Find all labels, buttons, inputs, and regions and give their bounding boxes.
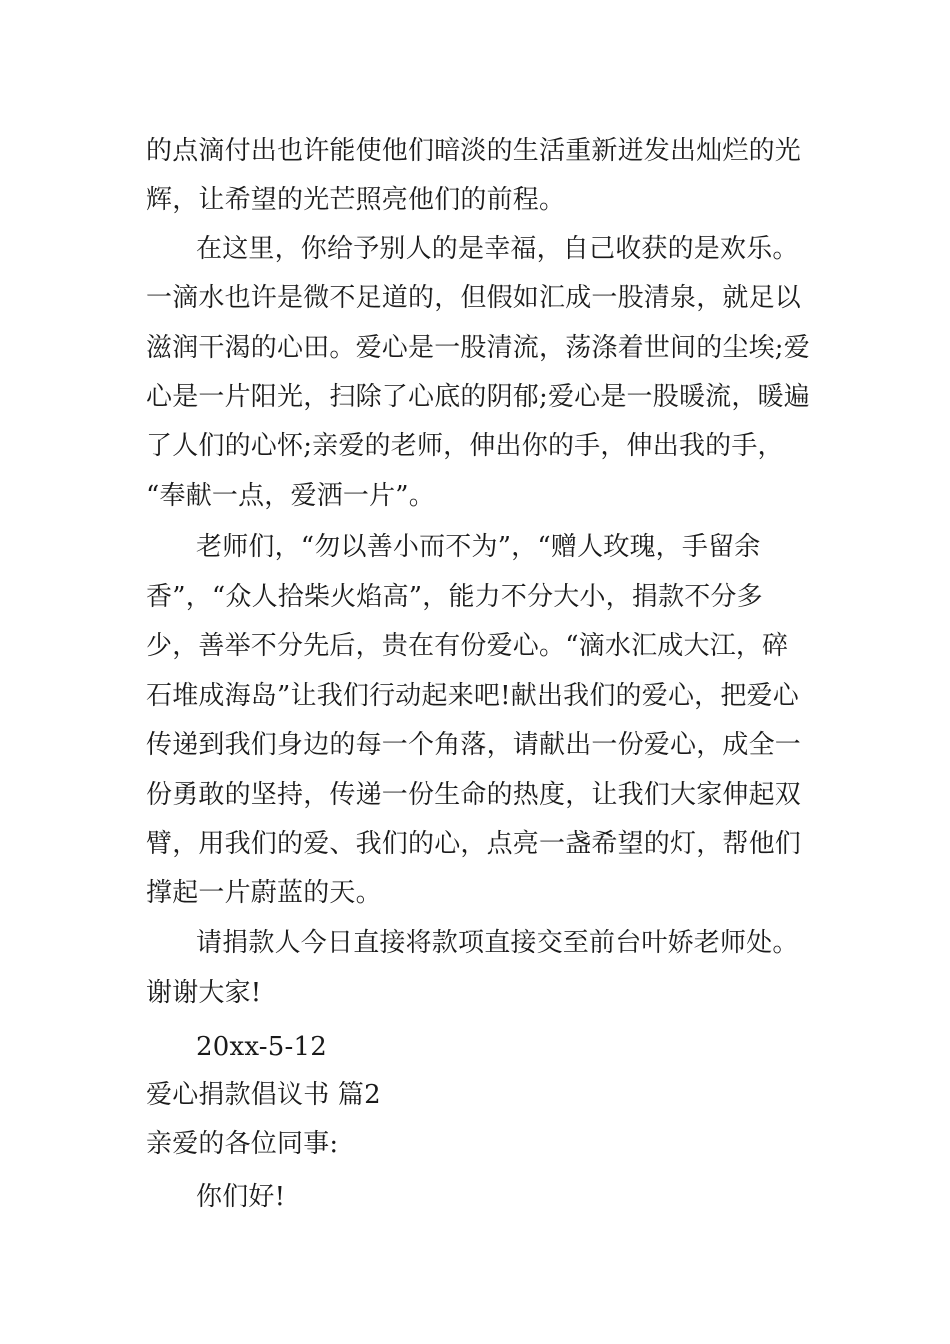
text-line: 少，善举不分先后，贵在有份爱心。“滴水汇成大江，碎 [146,631,789,661]
text-line: 的点滴付出也许能使他们暗淡的生活重新迸发出灿烂的光 [146,136,802,166]
text-line: “奉献一点，爱洒一片”。 [146,481,435,511]
text-line: 传递到我们身边的每一个角落，请献出一份爱心，成全一 [146,730,802,760]
text-line: 香”，“众人拾柴火焰高”，能力不分大小，捐款不分多 [146,582,763,612]
text-line: 辉，让希望的光芒照亮他们的前程。 [146,185,566,215]
section-heading: 爱心捐款倡议书 篇2 [146,1080,381,1110]
text-line: 份勇敢的坚持，传递一份生命的热度，让我们大家伸起双 [146,780,802,810]
text-line: 滋润干渴的心田。爱心是一股清流，荡涤着世间的尘埃;爱 [146,333,810,363]
date-line: 20xx-5-12 [196,1032,327,1062]
paragraph-first-line: 老师们，“勿以善小而不为”，“赠人玫瑰，手留余 [196,532,761,562]
text-line: 石堆成海岛”让我们行动起来吧!献出我们的爱心，把爱心 [146,681,799,711]
greeting: 你们好! [196,1182,286,1212]
closing-thanks: 谢谢大家! [146,978,262,1008]
salutation: 亲爱的各位同事: [146,1129,339,1159]
text-line: 心是一片阳光，扫除了心底的阴郁;爱心是一股暖流，暖遍 [146,382,810,412]
text-line: 撑起一片蔚蓝的天。 [146,878,382,908]
text-line: 臂，用我们的爱、我们的心，点亮一盏希望的灯，帮他们 [146,829,802,859]
paragraph-first-line: 在这里，你给予别人的是幸福，自己收获的是欢乐。 [196,234,799,264]
paragraph-first-line: 请捐款人今日直接将款项直接交至前台叶娇老师处。 [196,928,799,958]
text-line: 一滴水也许是微不足道的，但假如汇成一股清泉，就足以 [146,283,802,313]
text-line: 了人们的心怀;亲爱的老师，伸出你的手，伸出我的手， [146,431,784,461]
